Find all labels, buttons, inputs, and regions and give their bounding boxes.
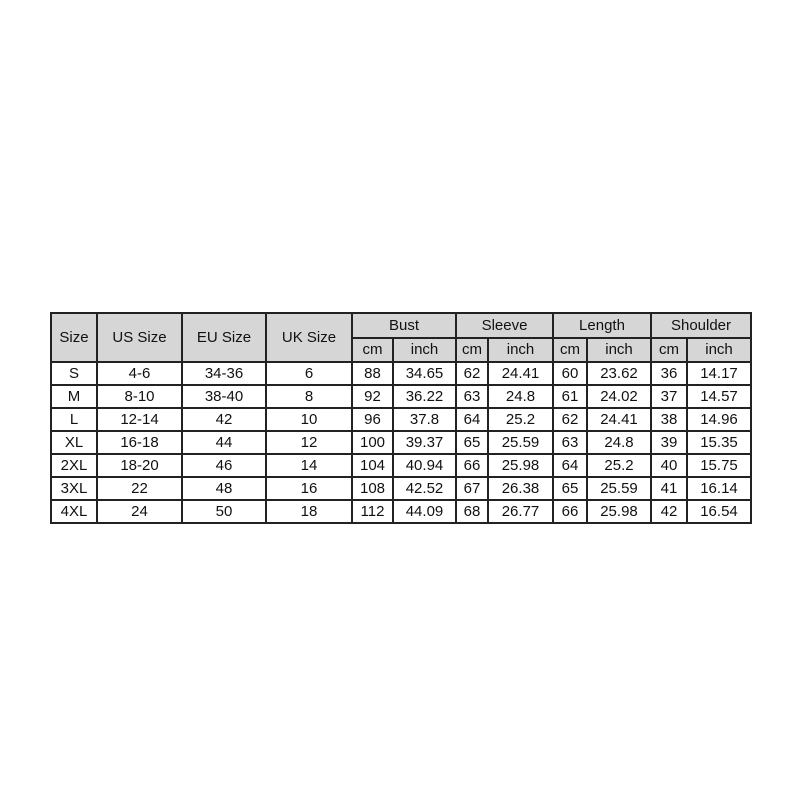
table-body [51, 362, 751, 523]
cell-size: XL [51, 431, 97, 454]
cell-bust-cm: 108 [352, 477, 393, 500]
cell-sleeve-cm: 66 [456, 454, 488, 477]
cell-eu-size: 42 [182, 408, 266, 431]
cell-sleeve-cm: 64 [456, 408, 488, 431]
cell-shoulder-cm: 36 [651, 362, 687, 385]
cell-length-cm: 61 [553, 385, 587, 408]
cell-shoulder-inch: 16.54 [687, 500, 751, 523]
cell-length-inch: 25.98 [587, 500, 651, 523]
table-row [51, 431, 751, 454]
cell-shoulder-cm: 42 [651, 500, 687, 523]
cell-sleeve-cm: 65 [456, 431, 488, 454]
header-us-size: US Size [97, 313, 182, 362]
header-sleeve: Sleeve [456, 313, 553, 338]
cell-sleeve-cm: 67 [456, 477, 488, 500]
cell-sleeve-inch: 26.77 [488, 500, 553, 523]
cell-us-size: 22 [97, 477, 182, 500]
cell-sleeve-inch: 25.59 [488, 431, 553, 454]
header-shoulder: Shoulder [651, 313, 751, 338]
cell-length-cm: 66 [553, 500, 587, 523]
cell-eu-size: 44 [182, 431, 266, 454]
header-length: Length [553, 313, 651, 338]
cell-length-inch: 25.59 [587, 477, 651, 500]
cell-length-inch: 23.62 [587, 362, 651, 385]
table-row [51, 385, 751, 408]
cell-sleeve-cm: 68 [456, 500, 488, 523]
cell-length-inch: 24.8 [587, 431, 651, 454]
cell-sleeve-inch: 25.2 [488, 408, 553, 431]
cell-eu-size: 46 [182, 454, 266, 477]
header-bust: Bust [352, 313, 456, 338]
cell-eu-size: 38-40 [182, 385, 266, 408]
table-header [51, 313, 751, 362]
cell-uk-size: 10 [266, 408, 352, 431]
cell-sleeve-inch: 24.8 [488, 385, 553, 408]
cell-uk-size: 12 [266, 431, 352, 454]
cell-length-inch: 25.2 [587, 454, 651, 477]
cell-sleeve-cm: 62 [456, 362, 488, 385]
cell-shoulder-inch: 15.35 [687, 431, 751, 454]
cell-eu-size: 48 [182, 477, 266, 500]
cell-bust-inch: 39.37 [393, 431, 456, 454]
header-row-groups [51, 313, 751, 338]
header-size: Size [51, 313, 97, 362]
cell-shoulder-inch: 14.17 [687, 362, 751, 385]
cell-bust-inch: 34.65 [393, 362, 456, 385]
cell-uk-size: 18 [266, 500, 352, 523]
cell-us-size: 24 [97, 500, 182, 523]
table-row [51, 408, 751, 431]
header-uk-size: UK Size [266, 313, 352, 362]
cell-bust-cm: 88 [352, 362, 393, 385]
cell-bust-inch: 42.52 [393, 477, 456, 500]
cell-size: 2XL [51, 454, 97, 477]
cell-eu-size: 34-36 [182, 362, 266, 385]
cell-uk-size: 14 [266, 454, 352, 477]
cell-shoulder-inch: 16.14 [687, 477, 751, 500]
table-row [51, 362, 751, 385]
cell-size: 3XL [51, 477, 97, 500]
cell-bust-inch: 44.09 [393, 500, 456, 523]
cell-bust-inch: 37.8 [393, 408, 456, 431]
cell-shoulder-cm: 38 [651, 408, 687, 431]
cell-length-inch: 24.02 [587, 385, 651, 408]
unit-length-cm: cm [553, 338, 587, 362]
cell-bust-inch: 36.22 [393, 385, 456, 408]
unit-shoulder-inch: inch [687, 338, 751, 362]
cell-shoulder-cm: 40 [651, 454, 687, 477]
cell-length-inch: 24.41 [587, 408, 651, 431]
cell-length-cm: 63 [553, 431, 587, 454]
cell-uk-size: 8 [266, 385, 352, 408]
unit-shoulder-cm: cm [651, 338, 687, 362]
cell-shoulder-inch: 14.57 [687, 385, 751, 408]
cell-size: L [51, 408, 97, 431]
cell-us-size: 8-10 [97, 385, 182, 408]
unit-length-inch: inch [587, 338, 651, 362]
unit-sleeve-cm: cm [456, 338, 488, 362]
cell-size: M [51, 385, 97, 408]
cell-us-size: 16-18 [97, 431, 182, 454]
unit-bust-cm: cm [352, 338, 393, 362]
cell-shoulder-inch: 14.96 [687, 408, 751, 431]
unit-sleeve-inch: inch [488, 338, 553, 362]
cell-sleeve-inch: 24.41 [488, 362, 553, 385]
cell-length-cm: 62 [553, 408, 587, 431]
header-eu-size: EU Size [182, 313, 266, 362]
cell-length-cm: 65 [553, 477, 587, 500]
cell-us-size: 18-20 [97, 454, 182, 477]
cell-bust-cm: 100 [352, 431, 393, 454]
cell-uk-size: 16 [266, 477, 352, 500]
cell-size: 4XL [51, 500, 97, 523]
cell-sleeve-inch: 25.98 [488, 454, 553, 477]
cell-length-cm: 64 [553, 454, 587, 477]
cell-size: S [51, 362, 97, 385]
cell-uk-size: 6 [266, 362, 352, 385]
cell-sleeve-inch: 26.38 [488, 477, 553, 500]
cell-bust-cm: 92 [352, 385, 393, 408]
size-chart-table [50, 312, 752, 524]
cell-bust-cm: 112 [352, 500, 393, 523]
cell-shoulder-cm: 37 [651, 385, 687, 408]
cell-length-cm: 60 [553, 362, 587, 385]
cell-bust-cm: 104 [352, 454, 393, 477]
cell-bust-inch: 40.94 [393, 454, 456, 477]
table-row [51, 477, 751, 500]
cell-bust-cm: 96 [352, 408, 393, 431]
cell-us-size: 12-14 [97, 408, 182, 431]
table-row [51, 500, 751, 523]
cell-sleeve-cm: 63 [456, 385, 488, 408]
unit-bust-inch: inch [393, 338, 456, 362]
table-row [51, 454, 751, 477]
cell-eu-size: 50 [182, 500, 266, 523]
cell-shoulder-inch: 15.75 [687, 454, 751, 477]
cell-shoulder-cm: 39 [651, 431, 687, 454]
cell-shoulder-cm: 41 [651, 477, 687, 500]
cell-us-size: 4-6 [97, 362, 182, 385]
